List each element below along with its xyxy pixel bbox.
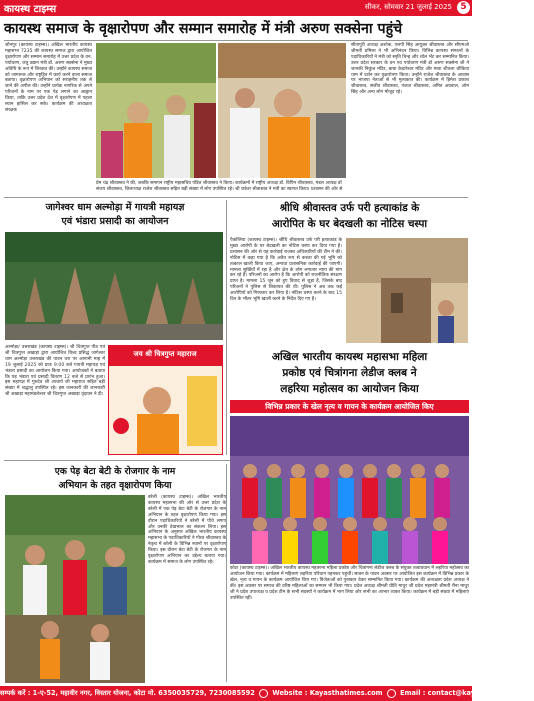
footer-bar: [0, 686, 534, 701]
column-divider: [226, 200, 227, 455]
date-line: सीकर, सोमवार 21 जुलाई 2025: [364, 3, 452, 11]
story3-photo: [346, 238, 468, 343]
story4-headline-line3: लहरिया महोत्सव का आयोजन किया: [280, 383, 419, 395]
story2-headline-line2: एवं भंडारा प्रसादी का आयोजन: [61, 216, 169, 227]
story1-photo-left: [96, 43, 216, 178]
story1-column1: जौनपुर (कायस्थ टाइम्स)। अखिल भारतीय कायस्थ महासभा 7235 की कायस्थ समाज द्वारा आयोजित वृक्षारोपण और सम्मान समारोह में उत्तर प्रदेश के वन, पर्यावरण, जंतु उद्यान मंत्री डॉ. अरुण सक्सेना ने मुख्य अतिथि के रूप में शिरकत की। उन्होंने कायस्थ समाज को जागरूक और राष्ट्रहित में कार्य करने वाला समाज बताया। वृक्षारोपण अभियान को सराहनीय तक ले जाने की अपील की। उन्होंने प्रत्येक नागरिक से अपने परिजनों के नाम पर एक पेड़ लगाने का आह्वान किया, ताकि उत्तर प्रदेश देश में वृक्षारोपण में पहला स्थान हासिल कर सके। कार्यक्रम की अध्यक्षता संरक्षक: [5, 43, 92, 113]
masthead: [0, 0, 472, 16]
story3-headline-line1: श्रीधि श्रीवास्तव उर्फ परी हत्याकांड के: [279, 202, 420, 214]
story2-text: अल्मोड़ा/ उत्तराखंड (कायस्थ टाइम्स)। श्री चित्रगुप्त पीठ एवं श्री चित्रगुप्त अखाड़ा द्वारा आयोजित विश्व प्रसिद्ध जागेश्वर धाम अल्मोड़ा उत्तराखंड की पावन धरा पर आगामी माह में 19 जुलाई 2025 को प्रातः 9:00 बजे गायत्री महायज्ञ एवं भंडारा प्रसादी का आयोजन किया गया। आयोजकों ने बताया कि यह भंडारा एवं प्रसादी वितरण 12 बजे से प्रारंभ हुआ। इस महायज्ञ में गुरुदेव श्री आचार्य जी महाराज सहित बड़ी संख्या में श्रद्धालु उपस्थित रहे। इस जानकारी की जानकारी श्री अखाड़ा महामंडलेश्वर श्री चित्रगुप्त अखाड़ा वृंदावन ने दी।: [5, 345, 105, 398]
story5-text: बरेली (कायस्थ टाइम्स)। अखिल भारतीय कायस्थ महासभा की ओर से उत्तर प्रदेश के बरेली में एक पेड़ बेटा बेटी के रोजगार के नाम अभियान के तहत वृक्षारोपण किया गया। इस दौरान पदाधिकारियों ने बरेली में पौधे लगाए और उनकी देखभाल का संकल्प लिया। इस अभियान के अनुसार अखिल भारतीय कायस्थ महासभा के पदाधिकारियों ने गौरव श्रीवास्तव के नेतृत्व में बरेली के विभिन्न स्थानों पर वृक्षारोपण किया। इस दौरान बेटा बेटी के रोजगार के नाम वृक्षारोपण अभियान का उद्देश्य बताया गया। कार्यक्रम में समाज के लोग उपस्थित रहे।: [148, 495, 226, 565]
story2-temple-photo: [5, 232, 223, 340]
story1-column3: सीतापुरी अध्यक्ष अशोक, एलपी सिंह आयुक्त श्रीवास्तव और सीएमओ श्रीमती प्रमिला ने भी अभिनंदन किया। विभिन्न कायस्थ संगठनों के पदाधिकारियों ने मंत्री को स्मृति चिन्ह और शॉल भेंट कर सम्मानित किया। उत्तर प्रदेश सरकार के वन एवं पर्यावरण मंत्री डॉ अरुण सक्सेना जी ने जानकी निकुंज मंदिर, बाबा केदारेश्वर मंदिर और माता शीतला चौकिया धाम में दर्शन कर वृक्षारोपण किया। उन्होंने राजेश श्रीवास्तव के आवास पर भाजपा नेताओं से भी मुलाकात की। कार्यक्रम में हिमेश प्रकाश श्रीवास्तव, संजीव श्रीवास्तव, पंकज श्रीवास्तव, अमित अग्रवाल, ओम सिंह और अन्य लोग मौजूद रहे।: [351, 43, 470, 96]
story5-headline-line2: अभियान के तहत वृक्षारोपण किया: [58, 480, 172, 491]
divider: [4, 197, 468, 198]
story1-caption: प्रेम चंद्र श्रीवास्तव ने की, जबकि समापन राष्ट्रीय महासचिव पंडित श्रीवास्तव ने किया। कार्यक्रमों में राष्ट्रीय अध्यक्ष डॉ. विपिन श्रीवास्तव, मंडल अध्यक्ष डॉ संजय श्रीवास्तव, जिलाध्यक्ष राजेश श्रीवास्तव सहित बड़ी संख्या में लोग उपस्थित रहे। श्री राकेश श्रीवास्तव ने मंत्री का स्वागत किया। प्रशासन की ओर से: [96, 181, 343, 192]
story2-headline-line1: जागेश्वर धाम अल्मोड़ा में गायत्री महायज्ञ: [45, 202, 185, 213]
email-icon: [387, 689, 396, 698]
story4-subhead: विभिन्न प्रकार के खेल नृत्य व गायन के कार्यक्रम आयोजित किए: [230, 400, 469, 413]
story1-headline: कायस्थ समाज के वृक्षारोपण और सम्मान समारोह में मंत्री अरुण सक्सेना पहुंचे: [4, 21, 403, 37]
footer-website[interactable]: Website : Kayasthatimes.com: [272, 689, 383, 697]
brand-name: कायस्थ टाइम्स: [4, 4, 57, 15]
story2-banner-photo: [108, 345, 223, 455]
footer-email[interactable]: Email : contact@kayasthatimes.com: [400, 689, 534, 697]
column-divider: [226, 464, 227, 682]
story1-photo-right: [218, 43, 346, 178]
footer-contact: सम्पर्क करें : 1-ए-52, महावीर नगर, विस्तार योजना, कोटा मो. 6350035729, 7230085592: [0, 689, 255, 697]
page-number: 5: [457, 1, 470, 14]
story5-photo: [5, 495, 145, 683]
story5-headline-line1: एक पेड़ बेटा बेटी के रोजगार के नाम: [54, 466, 176, 477]
story4-headline-line1: अखिल भारतीय कायस्थ महासभा महिला: [271, 351, 428, 363]
story4-text: कोटा (कायस्थ टाइम्स)। अखिल भारतीय कायस्थ महासभा महिला प्रकोष्ठ और चित्रांगना लेडीज क्लब के संयुक्त तत्वावधान में लहरिया महोत्सव का आयोजन किया गया। कार्यक्रम में महिलाएं लहरिया परिधान पहनकर पहुंचीं। सावन के पावन अवसर पर आयोजित इस कार्यक्रम में विभिन्न प्रकार के खेल, नृत्य व गायन के कार्यक्रम आयोजित किए गए। विजेताओं को पुरस्कार देकर सम्मानित किया गया। कार्यक्रम की अध्यक्षता प्रदेश अध्यक्ष ने की। इस अवसर पर समाज की वरिष्ठ महिलाओं का सम्मान भी किया गया। प्रदेश अध्यक्ष श्रीमती प्रीति माथुर जी प्रदेश महामंत्री श्रीमती रीना माथुर जी ने प्रदेश उपाध्यक्ष व प्रदेश टीम के सभी सदस्यों ने कार्यक्रम में भाग लिया और सभी का आभार व्यक्त किया। कार्यक्रम में बड़ी संख्या में महिलाएं उपस्थित रहीं।: [230, 566, 469, 601]
story3-headline-line2: आरोपित के घर बेदखली का नोटिस चस्पा: [271, 218, 428, 230]
story4-headline-line2: प्रकोष्ठ एवं चित्रांगना लेडीज क्लब ने: [282, 367, 417, 379]
story4-group-photo: [230, 416, 469, 564]
divider: [4, 40, 468, 41]
web-icon: [259, 689, 268, 698]
story3-text: पैकोलिया (कायस्थ टाइम्स)। श्रीधि श्रीवास्तव उर्फ परी हत्याकांड के मुख्य आरोपी के घर बेदखली का नोटिस चस्पा कर दिया गया है। प्रशासन की ओर से यह कार्रवाई राजस्व अधिकारियों की टीम ने की। नोटिस में कहा गया है कि अवैध रूप से कब्जा की गई भूमि को तत्काल खाली किया जाए, अन्यथा प्रशासनिक कार्रवाई की जाएगी। मामला सुर्खियों में रहा है और क्षेत्र के लोग लगातार न्याय की मांग कर रहे हैं। परिजनों का आरोप है कि आरोपी को राजनीतिक संरक्षण प्राप्त है। मामला 15 जून को हुए विवाद से जुड़ा है, जिसके बाद परिजनों ने पुलिस से शिकायत की थी। पुलिस ने अब तक कई आरोपियों को गिरफ्तार कर लिया है। नोटिस चस्पा करने के बाद 15 दिन के भीतर भूमि खाली करने के निर्देश दिए गए हैं।: [230, 238, 342, 303]
banner-text: जय श्री चित्रगुप्त महाराज: [133, 350, 197, 358]
